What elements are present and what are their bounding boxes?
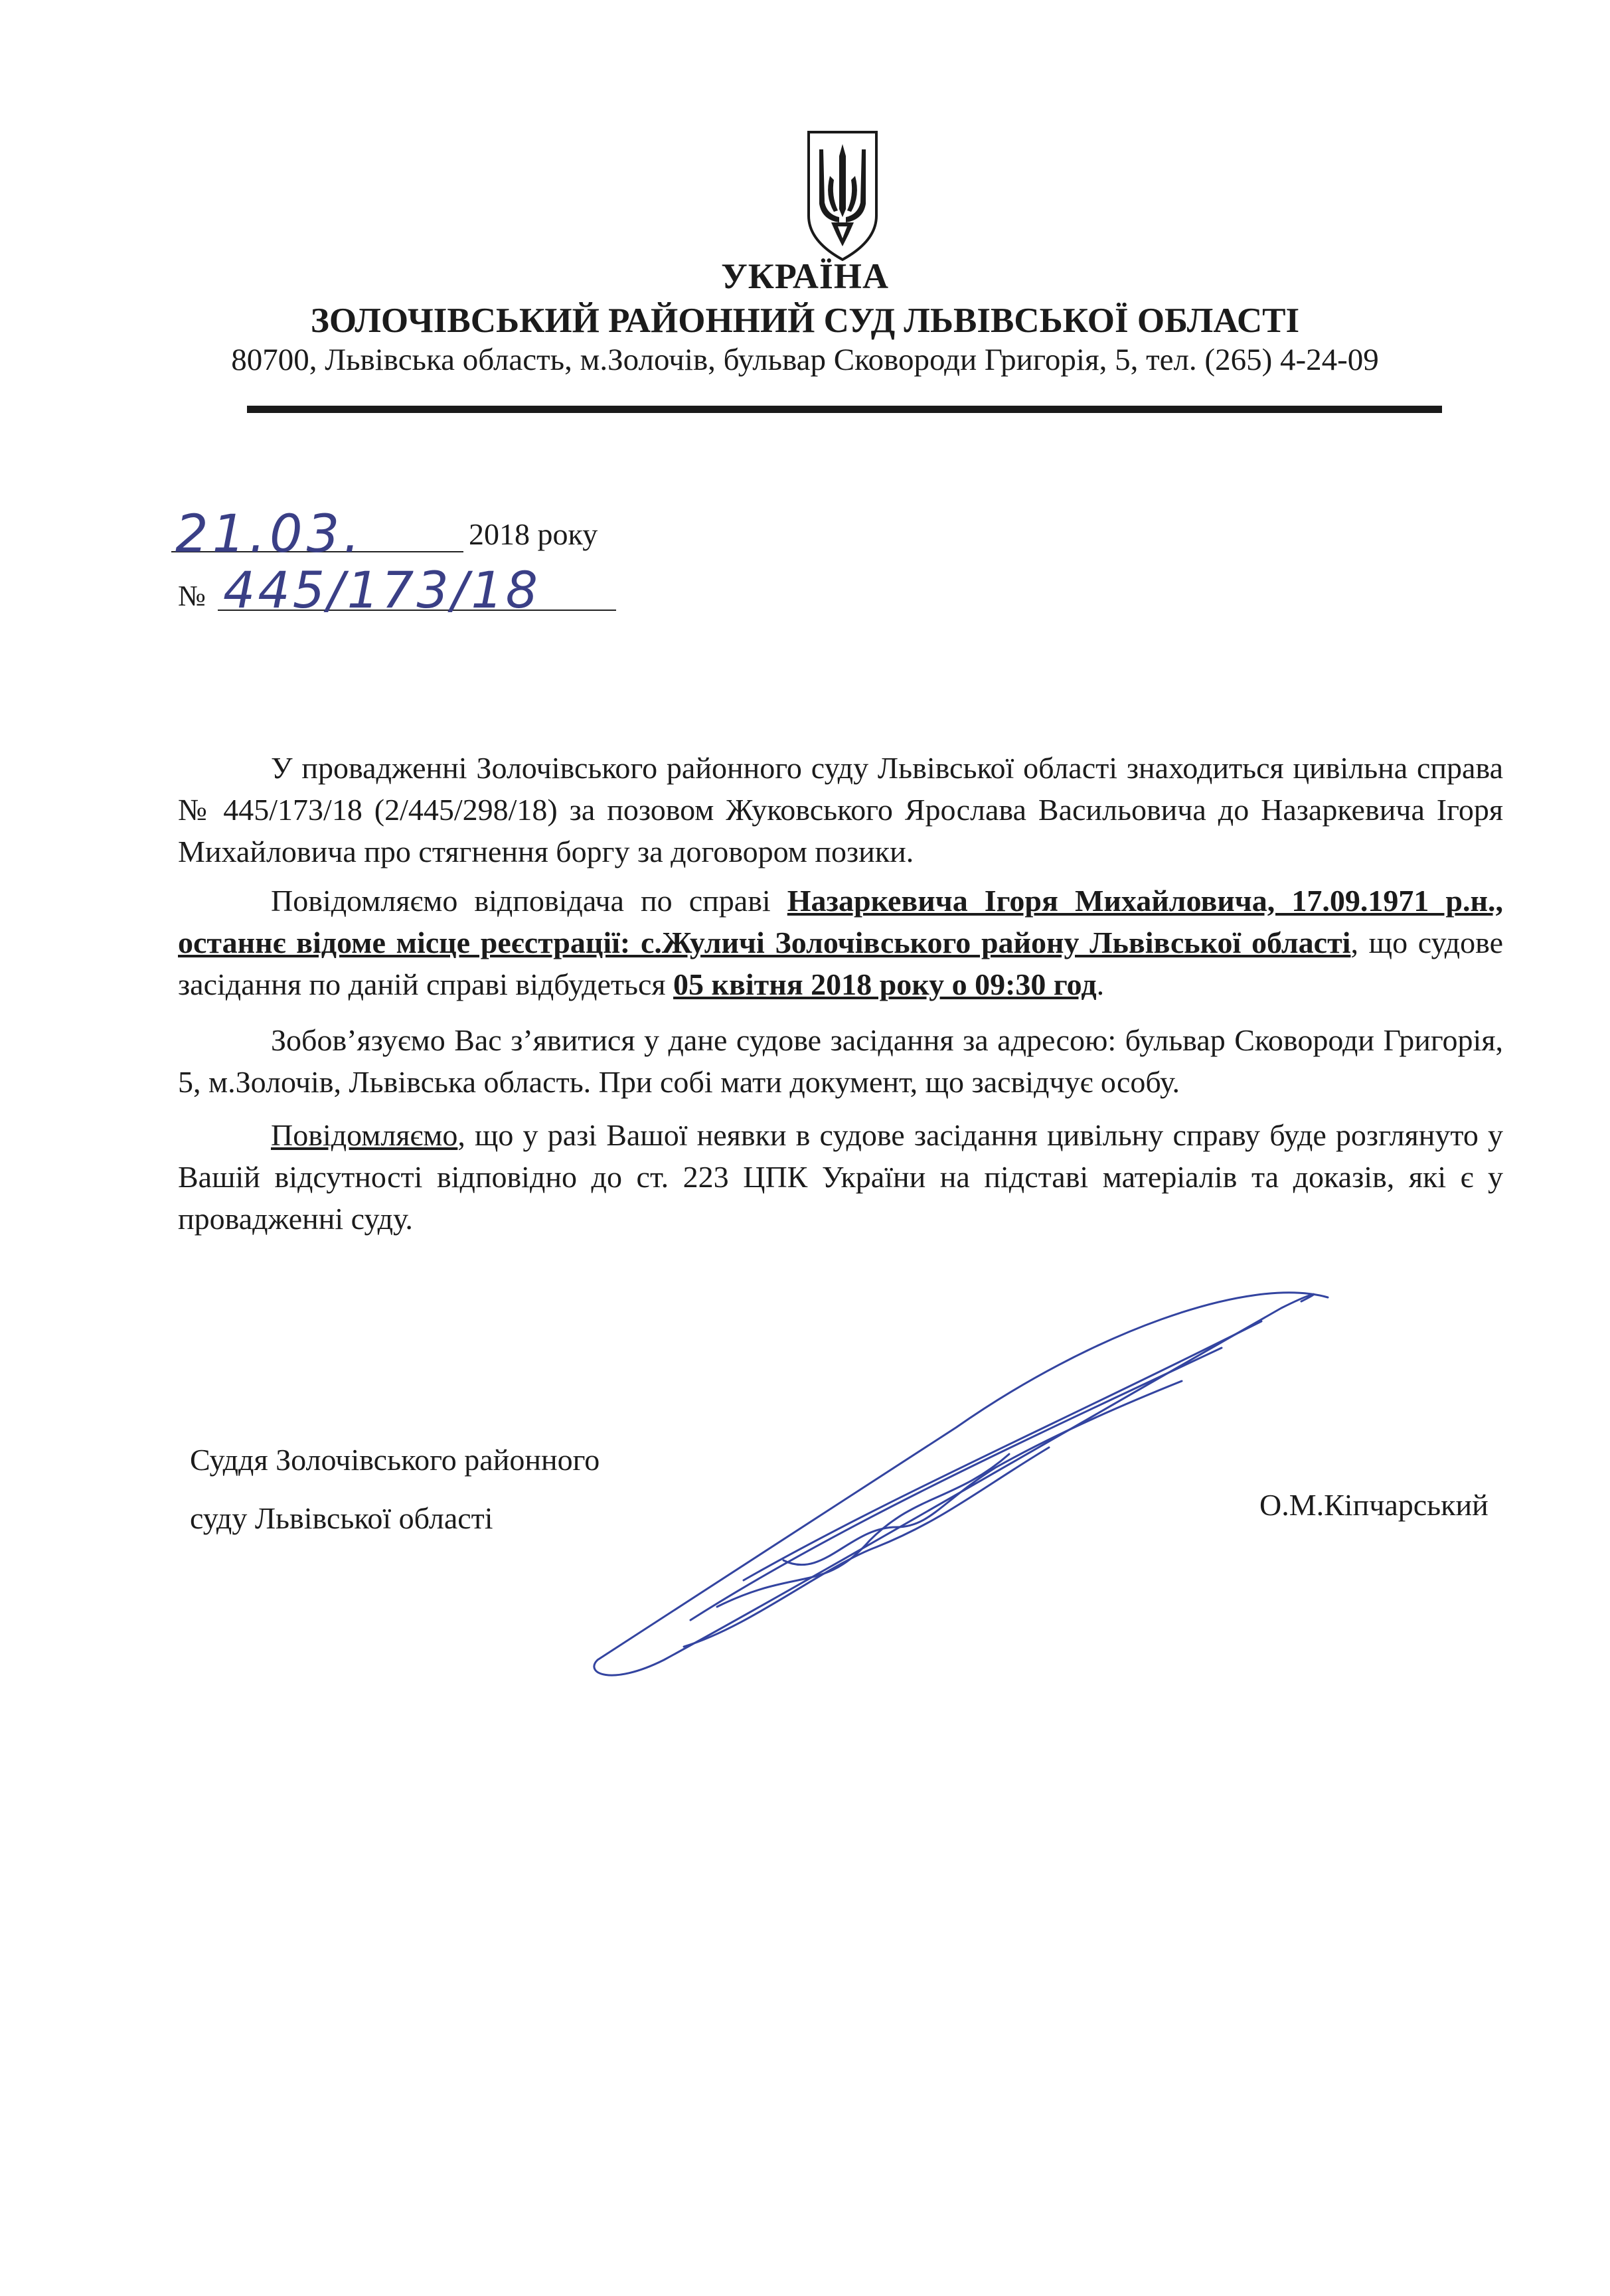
paragraph-text: Зобов’язуємо Вас з’явитися у дане судове засідання за адресою: бульвар Сковороди Григорія, 5, м.Золочів, Львівська область. При собі мати документ, що засвідчує особу. [178, 1023, 1503, 1099]
signer-position-line1: Суддя Золочівського районного [190, 1443, 600, 1477]
paragraph-absence-warning [178, 1114, 1503, 1240]
court-address: 80700, Львівська область, м.Золочів, бульвар Сковороди Григорія, 5, тел. (265) 4-24-09 [231, 343, 1379, 377]
paragraph-hearing-notice [178, 880, 1503, 1005]
letter-date [171, 505, 623, 564]
header-divider [247, 406, 1442, 413]
trident-coat-of-arms-icon [805, 129, 880, 262]
signer-name: О.М.Кіпчарський [1259, 1488, 1489, 1522]
court-name: ЗОЛОЧІВСЬКИЙ РАЙОННИЙ СУД ЛЬВІВСЬКОЇ ОБЛАСТІ [310, 301, 1300, 340]
notice-end: . [1096, 967, 1105, 1001]
paragraph-text: У провадженні Золочівського районного суду Львівської області знаходиться цивільна справа № 445/173/18 (2/445/298/18) за позовом Жуковського Ярослава Васильовича до Назаркевича Ігоря Михайловича про стягнення боргу за договором позики. [178, 751, 1503, 868]
date-year: 2018 року [469, 517, 598, 551]
number-sign: № [178, 580, 206, 612]
defendant-details: Назаркевича Ігоря Михайловича, 17.09.1971 р.н., останнє відоме місце реєстрації: с.Жуличі Золочівського району Львівської області [178, 884, 1503, 959]
notice-intro: Повідомляємо відповідача по справі [271, 884, 787, 918]
handwritten-signature [584, 1248, 1354, 1700]
country-name: УКРАЇНА [721, 256, 889, 296]
warning-text: , що у разі Вашої неявки в судове засідання цивільну справу буде розглянуто у Вашій відсутності відповідно до ст. 223 ЦПК України на підставі матеріалів та доказів, які є у провадженні суду. [178, 1118, 1503, 1236]
signer-position-line2: суду Львівської області [190, 1501, 493, 1535]
signer-position [190, 1431, 600, 1548]
handwritten-number: 445/173/18 [223, 560, 541, 619]
paragraph-case-info [178, 747, 1503, 872]
warning-lead: Повідомляємо [271, 1118, 458, 1152]
hearing-datetime: 05 квітня 2018 року о 09:30 год [673, 967, 1097, 1001]
paragraph-appearance-obligation [178, 1019, 1503, 1103]
handwritten-date: 21.03. [175, 505, 364, 564]
notice-middle: , що судове засідання по даній справі відбудеться [178, 926, 1503, 1001]
letter-number [178, 560, 616, 619]
